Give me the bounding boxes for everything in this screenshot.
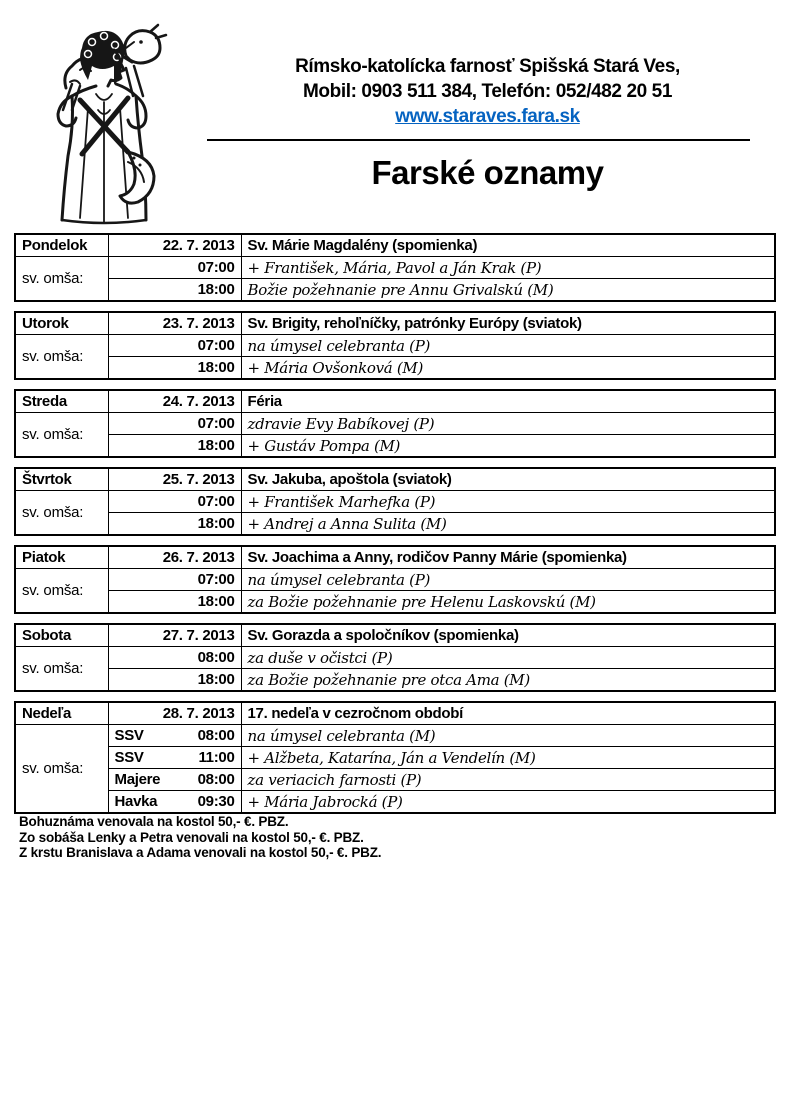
- header-divider: [207, 139, 750, 141]
- mass-row: [15, 513, 775, 536]
- mass-location: Havka: [114, 793, 158, 810]
- mass-intention: + František, Mária, Pavol a Ján Krak (P): [241, 257, 775, 279]
- mass-time: 11:00: [198, 749, 235, 766]
- mass-label: sv. omša:: [15, 569, 108, 614]
- day-table: [14, 623, 776, 692]
- day-name: Sobota: [15, 624, 108, 647]
- mass-time: 07:00: [197, 415, 235, 432]
- mass-row: [15, 335, 775, 357]
- page-title: Farské oznamy: [371, 154, 604, 191]
- mass-row: [15, 669, 775, 692]
- mass-intention: + Gustáv Pompa (M): [241, 435, 775, 458]
- day-table: [14, 701, 776, 814]
- mass-time: 07:00: [197, 259, 235, 276]
- day-name: Pondelok: [15, 234, 108, 257]
- mass-time: 18:00: [197, 515, 235, 532]
- day-date: 28. 7. 2013: [108, 702, 241, 725]
- day-header-row: [15, 546, 775, 569]
- donation-notes: [19, 814, 381, 861]
- mass-location: SSV: [114, 727, 144, 744]
- mass-row: [15, 725, 775, 747]
- feast-title: Sv. Jakuba, apoštola (sviatok): [241, 468, 775, 491]
- parish-name: Rímsko-katolícka farnosť Spišská Stará Ves,: [295, 56, 680, 77]
- mass-intention: na úmysel celebranta (P): [241, 569, 775, 591]
- mass-label: sv. omša:: [15, 413, 108, 458]
- mass-intention: + Mária Jabrocká (P): [241, 791, 775, 814]
- mass-row: [15, 357, 775, 380]
- mass-intention: na úmysel celebranta (M): [241, 725, 775, 747]
- mass-intention: za duše v očistci (P): [241, 647, 775, 669]
- day-header-row: [15, 312, 775, 335]
- day-date: 27. 7. 2013: [108, 624, 241, 647]
- day-date: 23. 7. 2013: [108, 312, 241, 335]
- mass-time: 08:00: [197, 727, 235, 744]
- header: [200, 54, 775, 193]
- day-date: 25. 7. 2013: [108, 468, 241, 491]
- mass-time: 18:00: [197, 437, 235, 454]
- feast-title: 17. nedeľa v cezročnom období: [241, 702, 775, 725]
- mass-intention: + Alžbeta, Katarína, Ján a Vendelín (M): [241, 747, 775, 769]
- day-table: [14, 311, 776, 380]
- mass-time: 18:00: [197, 671, 235, 688]
- day-header-row: [15, 624, 775, 647]
- mass-row: [15, 769, 775, 791]
- day-table: [14, 467, 776, 536]
- mass-intention: za Božie požehnanie pre Helenu Laskovskú (M): [241, 591, 775, 614]
- mass-intention: + Andrej a Anna Sulita (M): [241, 513, 775, 536]
- mass-row: [15, 647, 775, 669]
- note-line: Bohuznáma venovala na kostol 50,- €. PBZ.: [19, 814, 289, 829]
- feast-title: Sv. Márie Magdalény (spomienka): [241, 234, 775, 257]
- mass-row: [15, 413, 775, 435]
- day-name: Streda: [15, 390, 108, 413]
- mass-label: sv. omša:: [15, 335, 108, 380]
- mass-row: [15, 257, 775, 279]
- mass-row: [15, 491, 775, 513]
- good-shepherd-logo: [22, 22, 192, 227]
- mass-row: [15, 791, 775, 814]
- parish-contacts: Mobil: 0903 511 384, Telefón: 052/482 20 51: [303, 81, 672, 102]
- mass-row: [15, 279, 775, 302]
- day-date: 22. 7. 2013: [108, 234, 241, 257]
- feast-title: Sv. Brigity, rehoľníčky, patrónky Európy (sviatok): [241, 312, 775, 335]
- day-date: 24. 7. 2013: [108, 390, 241, 413]
- mass-intention: za Božie požehnanie pre otca Ama (M): [241, 669, 775, 692]
- day-name: Utorok: [15, 312, 108, 335]
- mass-row: [15, 747, 775, 769]
- mass-row: [15, 591, 775, 614]
- website-link[interactable]: www.staraves.fara.sk: [395, 106, 580, 127]
- mass-location: SSV: [114, 749, 144, 766]
- mass-time: 18:00: [197, 359, 235, 376]
- day-name: Nedeľa: [15, 702, 108, 725]
- mass-label: sv. omša:: [15, 647, 108, 692]
- mass-intention: + Mária Ovšonková (M): [241, 357, 775, 380]
- day-table: [14, 389, 776, 458]
- mass-time: 18:00: [197, 593, 235, 610]
- day-header-row: [15, 468, 775, 491]
- day-date: 26. 7. 2013: [108, 546, 241, 569]
- mass-time: 07:00: [197, 337, 235, 354]
- day-header-row: [15, 702, 775, 725]
- mass-intention: zdravie Evy Babíkovej (P): [241, 413, 775, 435]
- mass-label: sv. omša:: [15, 257, 108, 302]
- mass-time: 18:00: [197, 281, 235, 298]
- mass-label: sv. omša:: [15, 725, 108, 814]
- mass-time: 07:00: [197, 493, 235, 510]
- mass-row: [15, 569, 775, 591]
- mass-intention: + František Marhefka (P): [241, 491, 775, 513]
- mass-time: 08:00: [197, 649, 235, 666]
- note-line: Zo sobáša Lenky a Petra venovali na kostol 50,- €. PBZ.: [19, 829, 364, 845]
- feast-title: Sv. Gorazda a spoločníkov (spomienka): [241, 624, 775, 647]
- mass-time: 07:00: [197, 571, 235, 588]
- mass-row: [15, 435, 775, 458]
- mass-intention: za veriacich farnosti (P): [241, 769, 775, 791]
- day-table: [14, 233, 776, 302]
- mass-time: 08:00: [197, 771, 235, 788]
- mass-label: sv. omša:: [15, 491, 108, 536]
- feast-title: Féria: [241, 390, 775, 413]
- mass-location: Majere: [114, 771, 161, 788]
- day-header-row: [15, 234, 775, 257]
- mass-time: 09:30: [197, 793, 235, 810]
- mass-intention: na úmysel celebranta (P): [241, 335, 775, 357]
- day-name: Piatok: [15, 546, 108, 569]
- feast-title: Sv. Joachima a Anny, rodičov Panny Márie (spomienka): [241, 546, 775, 569]
- note-line: Z krstu Branislava a Adama venovali na kostol 50,- €. PBZ.: [19, 845, 382, 861]
- day-name: Štvrtok: [15, 468, 108, 491]
- day-table: [14, 545, 776, 614]
- mass-schedule: [14, 233, 776, 823]
- day-header-row: [15, 390, 775, 413]
- mass-intention: Božie požehnanie pre Annu Grivalskú (M): [241, 279, 775, 302]
